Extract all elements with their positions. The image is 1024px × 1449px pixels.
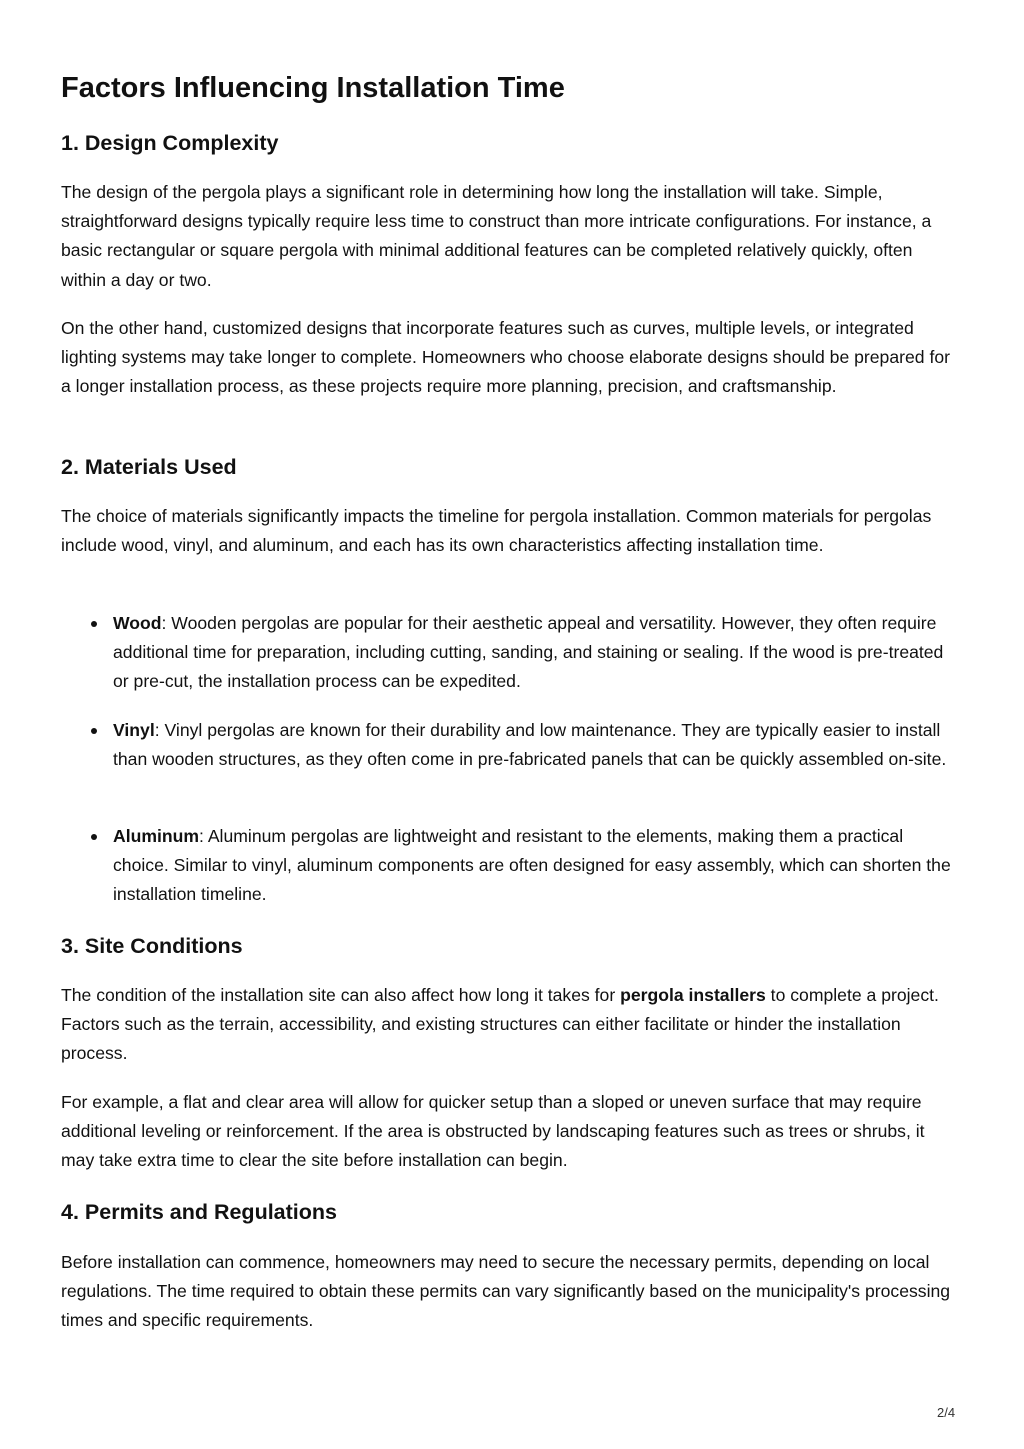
paragraph: The design of the pergola plays a significant role in determining how long the installation will take. Simple, straightforward designs typically require less time to construct than more intricate configurations. For instance, a basic rectangular or square pergola with minimal additional features can be completed relatively quickly, often within a day or two. [61,182,932,290]
paragraph: The choice of materials significantly impacts the timeline for pergola installation. Common materials for pergolas include wood, vinyl, and aluminum, and each has its own characteristics affecting installation time. [61,506,932,556]
list-item-aluminum [113,822,963,910]
page-number: 2/4 [937,1405,956,1420]
list-item-term: Aluminum [113,826,200,846]
list-item-vinyl [113,716,963,774]
section-heading-design-complexity: 1. Design Complexity [61,131,279,155]
list-item-term: Vinyl [113,720,155,740]
paragraph: On the other hand, customized designs that incorporate features such as curves, multiple levels, or integrated lighting systems may take longer to complete. Homeowners who choose elaborate designs should be prepared for a longer installation process, as these projects require more planning, precision, and craftsmanship. [61,318,950,397]
list-item-text: : Wooden pergolas are popular for their aesthetic appeal and versatility. However, they often require additional time for preparation, including cutting, sanding, and staining or sealing. If the wood is pre-treated or pre-cut, the installation process can be expedited. [113,613,944,692]
list-item-term: Wood [113,613,162,633]
section-heading-materials-used: 2. Materials Used [61,455,237,479]
paragraph-text: The condition of the installation site can also affect how long it takes for [61,985,621,1005]
section-heading-permits-and-regulations: 4. Permits and Regulations [61,1200,337,1224]
paragraph: Before installation can commence, homeowners may need to secure the necessary permits, depending on local regulations. The time required to obtain these permits can vary significantly based on the municipality's processing times and specific requirements. [61,1252,951,1331]
paragraph [61,981,961,1069]
list-item-text: : Vinyl pergolas are known for their durability and low maintenance. They are typically easier to install than wooden structures, as they often come in pre-fabricated panels that can be quickly assembled on-site. [113,720,947,770]
paragraph-text: to complete a project. Factors such as the terrain, accessibility, and existing structures can either facilitate or hinder the installation process. [61,985,939,1064]
list-item-wood [113,609,963,697]
page-title: Factors Influencing Installation Time [61,72,565,104]
section-heading-site-conditions: 3. Site Conditions [61,934,243,958]
list-item-text: : Aluminum pergolas are lightweight and resistant to the elements, making them a practical choice. Similar to vinyl, aluminum components are often designed for easy assembly, which can shorten the installation timeline. [113,826,951,905]
keyword-pergola-installers: pergola installers [620,985,766,1005]
paragraph: For example, a flat and clear area will allow for quicker setup than a sloped or uneven surface that may require additional leveling or reinforcement. If the area is obstructed by landscaping features such as trees or shrubs, it may take extra time to clear the site before installation can begin. [61,1092,925,1171]
